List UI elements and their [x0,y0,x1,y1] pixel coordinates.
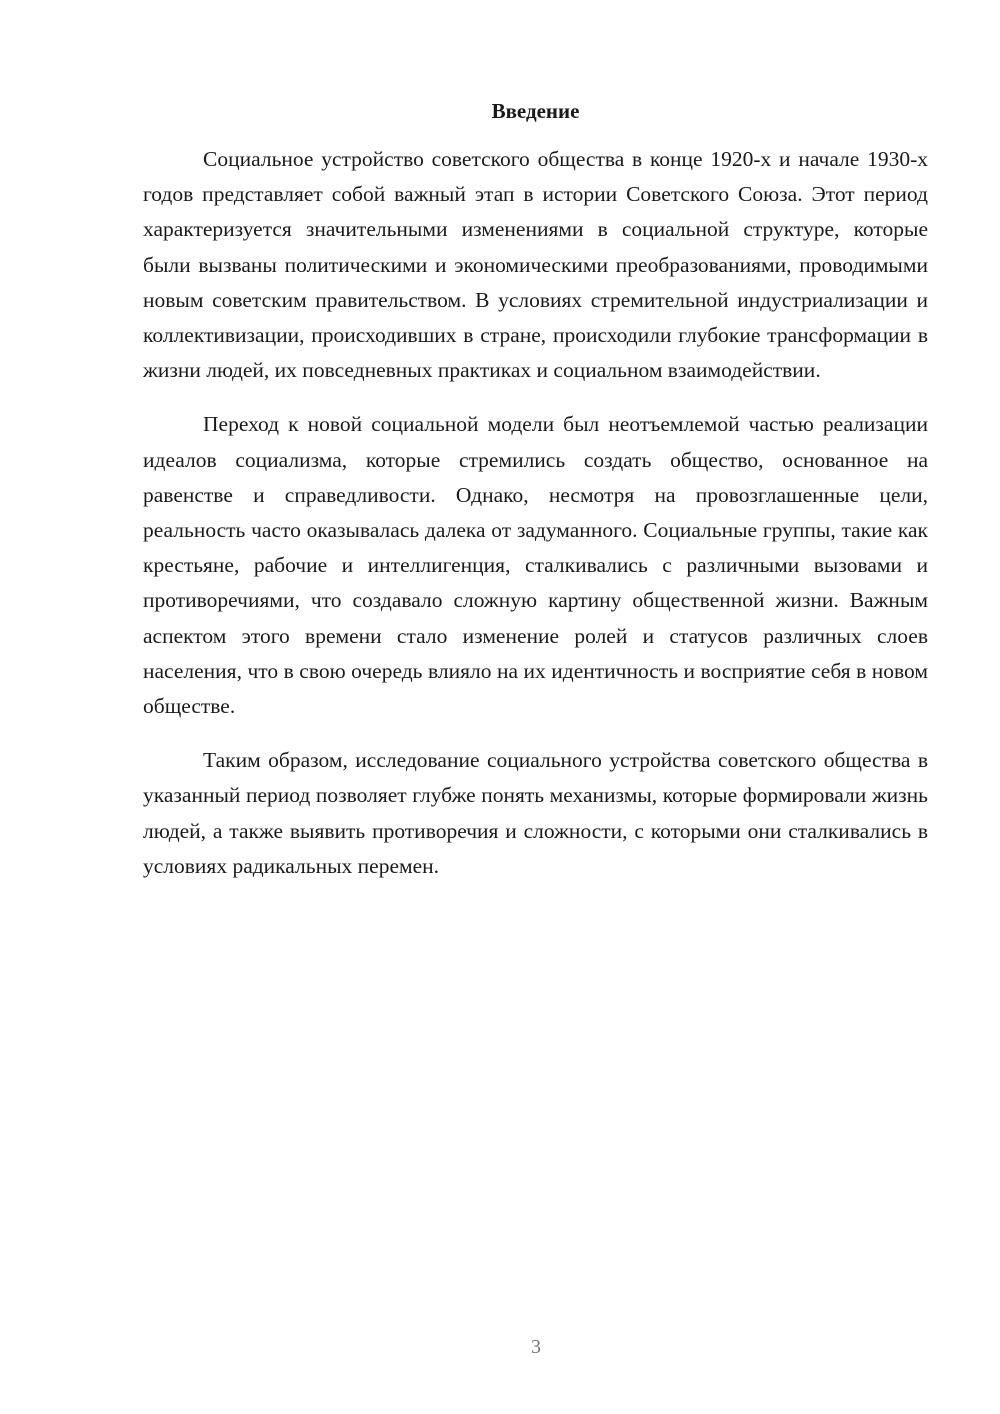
body-text [143,142,928,903]
paragraph-3: Таким образом, исследование социального устройства советского общества в указанный период позволяет глубже понять механизмы, которые формировали жизнь людей, а также выявить противоречия и сложности, с которыми они сталкивались в условиях радикальных перемен. [143,748,928,878]
paragraph-1: Социальное устройство советского общества в конце 1920-х и начале 1930-х годов представляет собой важный этап в истории Советского Союза. Этот период характеризуется значительными изменениями в социальной структуре, которые были вызваны политическими и экономическими преобразованиями, проводимыми новым советским правительством. В условиях стремительной индустриализации и коллективизации, происходивших в стране, происходили глубокие трансформации в жизни людей, их повседневных практиках и социальном взаимодействии. [143,147,928,383]
page-number: 3 [531,1336,541,1358]
section-heading: Введение [491,99,580,123]
paragraph-2: Переход к новой социальной модели был неотъемлемой частью реализации идеалов социализма, которые стремились создать общество, основанное на равенстве и справедливости. Однако, несмотря на провозглашенные цели, реальность часто оказывалась далека от задуманного. Социальные группы, такие как крестьяне, рабочие и интеллигенция, сталкивались с различными вызовами и противоречиями, что создавало сложную картину общественной жизни. Важным аспектом этого времени стало изменение ролей и статусов различных слоев населения, что в свою очередь влияло на их идентичность и восприятие себя в новом обществе. [143,412,928,719]
